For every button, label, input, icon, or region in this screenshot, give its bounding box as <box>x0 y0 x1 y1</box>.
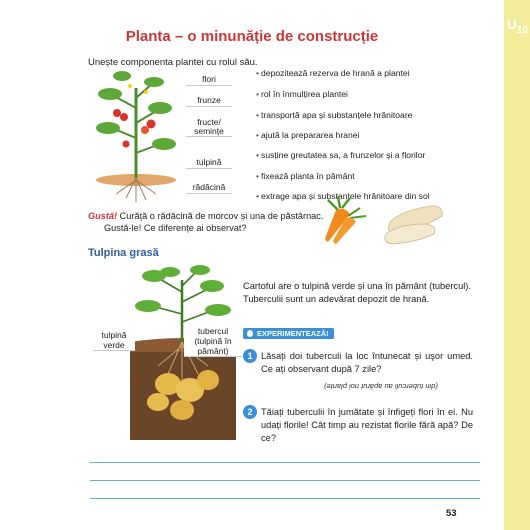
tomato-plant-illustration <box>86 68 186 204</box>
unit-marker: $U_{10}$ <box>506 16 528 36</box>
section-title: Tulpina grasă <box>88 247 159 259</box>
experiment-badge: EXPERIMENTEAZĂ! <box>243 328 334 339</box>
role-item: • depozitează rezerva de hrană a plantei <box>256 68 410 78</box>
side-tab <box>504 0 530 530</box>
label-tulpina-verde: tulpină verde <box>93 330 135 351</box>
instruction-text: Unește componenta plantei cu rolul său. <box>88 57 258 68</box>
carrot-parsnip-illustration <box>322 196 448 246</box>
role-item: • extrage apa și substanțele hrănitoare din sol <box>256 191 430 201</box>
role-item: • fixează planta în pământ <box>256 171 355 181</box>
role-item: • rol în înmulțirea plantei <box>256 89 348 99</box>
intro-paragraph: Cartoful are o tulpină verde și una în pământ (tubercul). Tuberculii sunt un adevărat depozit de hrană. <box>243 281 471 304</box>
page-title: Planta – o minunăție de construcție <box>125 28 379 45</box>
answer-line <box>90 498 480 499</box>
role-item: • transportă apa și substanțele hrănitoare <box>256 110 413 120</box>
drop-icon <box>247 330 253 337</box>
gusta-activity: Gustă! Curăță o rădăcină de morcov și una de păstârnac. Gustă-le! Ce diferențe ai observat? <box>88 211 324 233</box>
task-number-2: 2 <box>243 405 257 419</box>
label-radacina: rădăcină <box>186 181 232 194</box>
page-number: 53 <box>446 508 457 519</box>
label-flori: flori <box>186 73 232 86</box>
role-item: • susține greutatea sa, a frunzelor și a florilor <box>256 150 426 160</box>
role-item: • ajută la prepararea hranei <box>256 130 360 140</box>
task-1-hint: (din tuberculi au apărut noi plante) <box>324 382 438 391</box>
label-frunze: frunze <box>186 94 232 107</box>
task-number-1: 1 <box>243 349 257 363</box>
label-tulpina: tulpină <box>186 156 232 169</box>
label-fructe: fructe/ semințe <box>186 118 232 137</box>
answer-line <box>90 480 480 481</box>
label-tubercul: tubercul (tulpină în pământ) <box>184 326 242 357</box>
task-1-text: Lăsați doi tuberculi la loc întunecat și uşor umed. Ce ați observant după 7 zile? <box>261 351 473 374</box>
answer-line <box>90 462 480 463</box>
task-2-text: Tăiați tuberculii în jumătate și înfigeți flori în ei. Nu udați florile! Cât timp au rezistat florile fără apă? De ce? <box>261 407 473 443</box>
